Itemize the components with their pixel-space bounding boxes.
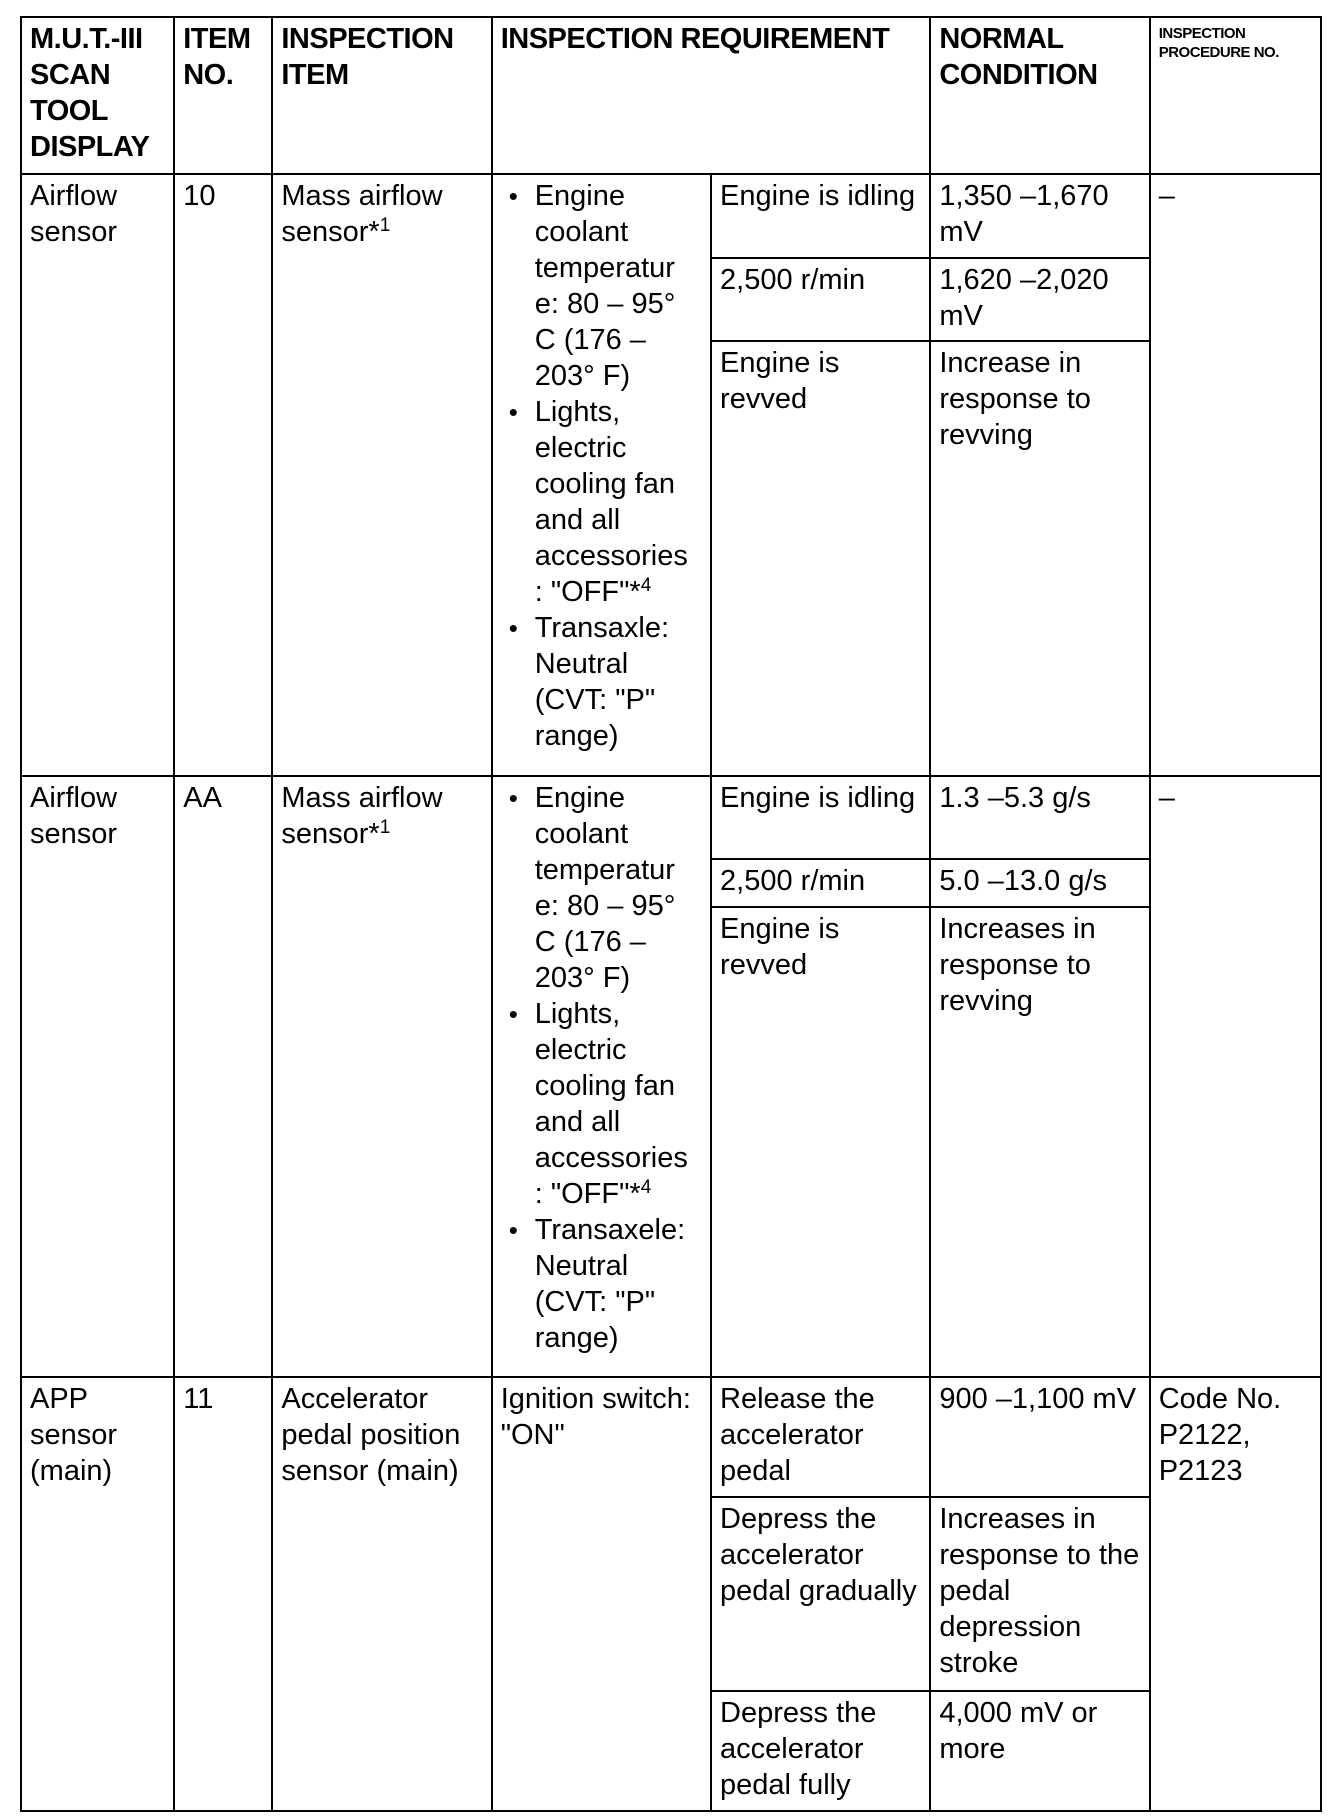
normal-value: 4,000 mV or more [930, 1691, 1149, 1811]
display-cell: APP sensor (main) [21, 1377, 174, 1811]
header-normal: NORMAL CONDITION [930, 17, 1149, 174]
normal-value: Increase in response to revving [930, 341, 1149, 776]
condition-state: Engine is revved [711, 341, 930, 776]
normal-value: Increases in response to revving [930, 907, 1149, 1377]
normal-value: 5.0 –13.0 g/s [930, 859, 1149, 907]
requirement-item: • Transaxele: Neutral (CVT: "P" range) [535, 1212, 702, 1356]
requirement-text: Lights, electric cooling fan and all accessories : "OFF"* [534, 396, 688, 609]
footnote-marker: 4 [640, 1176, 652, 1198]
requirement-item [535, 394, 702, 610]
item-cell: Accelerator pedal position sensor (main) [272, 1377, 491, 1811]
item-cell [272, 174, 491, 775]
header-display: M.U.T.-III SCAN TOOL DISPLAY [21, 17, 174, 174]
item-no-cell: 11 [174, 1377, 272, 1811]
requirement-cell [492, 174, 711, 775]
requirement-item: • Engine coolant temperatur e: 80 – 95° C (176 – 203° F) [535, 178, 702, 394]
condition-state: Engine is revved [711, 907, 930, 1377]
requirement-list [501, 780, 702, 1356]
item-no-cell: AA [174, 776, 272, 1377]
procedure-cell: – [1150, 776, 1321, 1377]
header-row [21, 17, 1321, 174]
footnote-marker: 1 [379, 816, 391, 838]
condition-state: Engine is idling [711, 174, 930, 257]
item-text: Mass airflow sensor* [281, 180, 443, 249]
item-cell [272, 776, 491, 1377]
requirement-list [501, 178, 702, 754]
condition-state: Release the accelerator pedal [711, 1377, 930, 1497]
procedure-cell: Code No. P2122, P2123 [1150, 1377, 1321, 1811]
inspection-table [20, 16, 1322, 1812]
requirement-item: • Transaxle: Neutral (CVT: "P" range) [535, 610, 702, 754]
header-item-no: ITEM NO. [174, 17, 272, 174]
normal-value: Increases in response to the pedal depression stroke [930, 1497, 1149, 1690]
header-requirement: INSPECTION REQUIREMENT [492, 17, 931, 174]
header-item: INSPECTION ITEM [272, 17, 491, 174]
item-no-cell: 10 [174, 174, 272, 775]
procedure-cell: – [1150, 174, 1321, 775]
condition-state: 2,500 r/min [711, 859, 930, 907]
table-row [21, 1377, 1321, 1497]
header-procedure: INSPECTION PROCEDURE NO. [1150, 17, 1321, 174]
requirement-cell: Ignition switch: "ON" [492, 1377, 711, 1811]
normal-value: 900 –1,100 mV [930, 1377, 1149, 1497]
footnote-marker: 1 [379, 215, 391, 237]
footnote-marker: 4 [640, 575, 652, 597]
condition-state: Depress the accelerator pedal fully [711, 1691, 930, 1811]
table-row [21, 776, 1321, 859]
condition-state: Depress the accelerator pedal gradually [711, 1497, 930, 1690]
display-cell: Airflow sensor [21, 174, 174, 775]
requirement-text: Lights, electric cooling fan and all accessories : "OFF"* [534, 997, 688, 1210]
requirement-item [535, 996, 702, 1212]
normal-value: 1,620 –2,020 mV [930, 258, 1149, 341]
item-text: Mass airflow sensor* [281, 781, 443, 850]
condition-state: 2,500 r/min [711, 258, 930, 341]
normal-value: 1,350 –1,670 mV [930, 174, 1149, 257]
requirement-item: • Engine coolant temperatur e: 80 – 95° C (176 – 203° F) [535, 780, 702, 996]
table-row [21, 174, 1321, 257]
normal-value: 1.3 –5.3 g/s [930, 776, 1149, 859]
requirement-cell [492, 776, 711, 1377]
display-cell: Airflow sensor [21, 776, 174, 1377]
condition-state: Engine is idling [711, 776, 930, 859]
